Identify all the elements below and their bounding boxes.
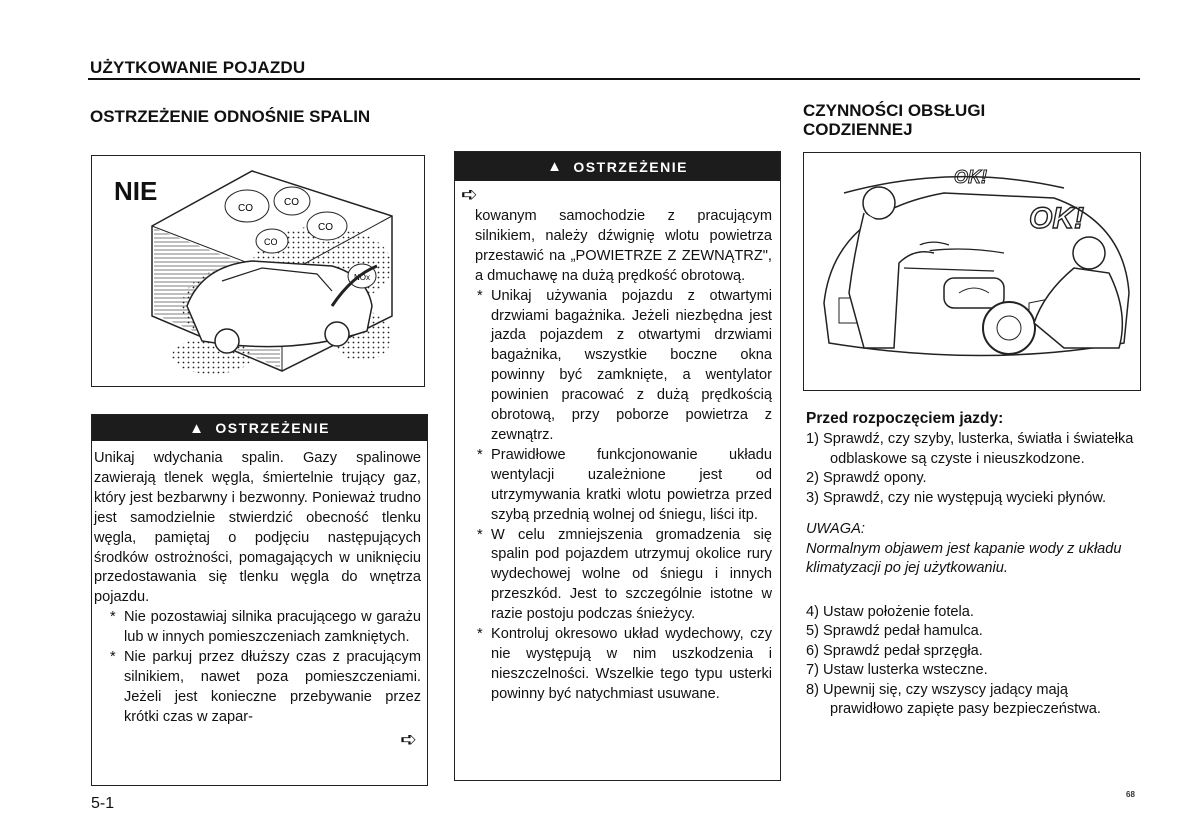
continuation-paragraph: kowanym samochodzie z pracującym silnikiem, należy dźwignię wlotu powietrza przestawić na „POWIETRZE Z ZEWNĄTRZ", a dmuchawę na dużą prędkość obrotową. (475, 208, 772, 284)
list-item: 2) Sprawdź opony. (806, 470, 927, 486)
warning-heading: OSTRZEŻENIE (573, 158, 688, 175)
daily-maintenance-content (806, 410, 1141, 720)
warning-triangle-icon: ▲ (547, 158, 564, 175)
list-item: * Nie pozostawiaj silnika pracującego w garażu lub w innych pomieszczeniach zamkniętych. (94, 608, 421, 648)
list-item: * Prawidłowe funkcjonowanie układu wentylacji uzależnione jest od utrzymywania kratki wlotu powietrza przed szybą przednią wolnej od śniegu, liści itp. (475, 446, 772, 526)
checklist-b (806, 603, 1141, 720)
list-item: * Unikaj używania pojazdu z otwartymi drzwiami bagażnika. Jeżeli niezbędna jest jazda pojazdem z otwartymi drzwiami bagażnika, wszystkie boczne okna powinny być zamknięte, a wentylator powinien pracować z dużą prędkością obrotową, przy poborze powietrza z zewnątrz. (475, 287, 772, 446)
exhaust-illustration (91, 155, 425, 387)
warning-header (455, 152, 780, 181)
warning-triangle-icon: ▲ (189, 419, 206, 437)
list-item: 1) Sprawdź, czy szyby, lusterka, światła i światełka odblaskowe są czyste i nieuszkodzone. (806, 431, 1134, 467)
svg-text:CO: CO (284, 197, 299, 208)
note-text: Normalnym objawem jest kapanie wody z układu klimatyzacji po jej użytkowaniu. (806, 540, 1122, 576)
title-line-1: CZYNNOŚCI OBSŁUGI (803, 101, 986, 120)
before-driving-heading: Przed rozpoczęciem jazdy: (806, 410, 1004, 427)
note (806, 520, 1141, 579)
list-item: 7) Ustaw lusterka wsteczne. (806, 662, 988, 678)
list-item: 5) Sprawdź pedał hamulca. (806, 623, 983, 639)
list-item: * Nie parkuj przez dłuższy czas z pracującym silnikiem, nawet poza pomieszczeniami. Jeżeli jest konieczne przebywanie przez krótki czas w zapar- (94, 648, 421, 728)
page-number: 5-1 (91, 795, 115, 812)
ok-label-1: OK! (954, 167, 987, 187)
svg-text:NOx: NOx (354, 273, 370, 282)
figure-label-no: NIE (114, 176, 158, 206)
warning-bullet-list (94, 608, 421, 727)
continue-arrow-icon: ➪ (461, 184, 478, 206)
warning-heading: OSTRZEŻENIE (215, 420, 330, 436)
corner-mark: 68 (1126, 790, 1135, 799)
note-label: UWAGA: (806, 521, 865, 537)
warning-header (92, 415, 427, 441)
warning-bullet-list (475, 287, 772, 705)
section-title: UŻYTKOWANIE POJAZDU (90, 58, 306, 77)
ok-label-2: OK! (1029, 202, 1084, 235)
list-item: 3) Sprawdź, czy nie występują wycieki płynów. (806, 489, 1107, 506)
header-rule (88, 78, 1140, 80)
svg-text:CO: CO (318, 222, 333, 233)
list-item: 8) Upewnij się, czy wszyscy jadący mają prawidłowo zapięte pasy bezpieczeństwa. (806, 681, 1101, 717)
title-line-2: CODZIENNEJ (803, 120, 913, 139)
svg-text:CO: CO (238, 203, 253, 214)
mechanics-drawing (804, 153, 1140, 390)
list-item: * Kontroluj okresowo układ wydechowy, czy nie występują w nim uszkodzenia i nieszczelności. Wszelkie tego typu usterki powinny być natychmiast usuwane. (475, 625, 772, 705)
daily-maintenance-title (803, 101, 1103, 139)
warning-paragraph: Unikaj wdychania spalin. Gazy spalinowe zawierają tlenek węgla, śmiertelnie trujący gaz, który jest bezbarwny i bezwonny. Ponieważ trudno jest samodzielnie stwierdzić obecność tlenku węgla, pamiętaj o podjęciu następujących środków ostrożności, pomagających w uniknięciu przedostawania się tlenku węgla do wnętrza pojazdu. (94, 450, 421, 606)
list-item: 6) Sprawdź pedał sprzęgła. (806, 642, 983, 659)
checklist-a (806, 430, 1141, 508)
exhaust-warning-box (91, 414, 428, 786)
list-item: * W celu zmniejszenia gromadzenia się spalin pod pojazdem utrzymuj okolice rury wydechowej wolne od śniegu i innych przeszkód. Jest to szczególnie istotne w razie postoju podczas śnieżycy. (475, 526, 772, 626)
exhaust-warning-title: OSTRZEŻENIE ODNOŚNIE SPALIN (90, 107, 371, 126)
svg-text:CO: CO (264, 237, 278, 247)
list-item: 4) Ustaw położenie fotela. (806, 603, 974, 620)
maintenance-illustration (803, 152, 1141, 391)
continued-warning-box (454, 151, 781, 781)
continue-arrow-icon: ➪ (400, 728, 417, 751)
